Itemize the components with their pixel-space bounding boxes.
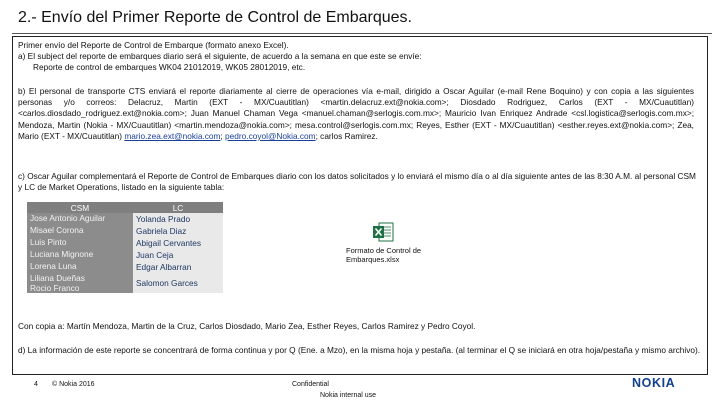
item-a-text: a) El subject del reporte de embarques diario será el siguiente, de acuerdo a la semana en que este se envíe: [18, 51, 422, 61]
lc-cell: Edgar Albarran [133, 261, 223, 273]
confidential-label: Confidential [292, 381, 329, 388]
excel-file-icon[interactable] [372, 222, 394, 242]
copy-to-text: Con copia a: Martín Mendoza, Martin de la Cruz, Carlos Diosdado, Mario Zea, Esther Reyes, Carlos Ramirez y Pedro Coyol. [18, 321, 476, 331]
item-d-text: d) La información de este reporte se concentrará de forma continua y por Q (Ene. a Mzo), en la misma hoja y pestaña. (al terminar el Q se iniciará en otra hoja/pestaña y mismo archivo). [18, 345, 701, 355]
item-b-intro: b) El personal de transporte CTS enviará el reporte diariamente al cierre de operaciones vía e-mail, dirigido a Oscar Aguilar (e-mail Rene Boquino) y con copia a las siguientes personas y/o correos: [18, 86, 694, 108]
csm-name: Rocio Franco [30, 283, 80, 293]
csm-name: Liliana Dueñas [30, 273, 85, 283]
contacts-table [27, 202, 223, 293]
copyright-text: © Nokia 2016 [52, 381, 95, 388]
csm-cell: Misael Corona [27, 225, 133, 237]
table-header-csm: CSM [27, 202, 133, 213]
lc-cell: Salomon Garces [133, 273, 223, 293]
lc-cell: Yolanda Prado [133, 213, 223, 225]
csm-cell: Jose Antonio Aguilar [27, 213, 133, 225]
csm-cell: Luciana Mignone [27, 249, 133, 261]
intro-text: Primer envío del Reporte de Control de Embarque (formato anexo Excel). [18, 40, 289, 50]
item-b-text [18, 86, 694, 142]
csm-cell: Lorena Luna [27, 261, 133, 273]
csm-cell [27, 273, 133, 293]
lc-cell: Gabriela Diaz [133, 225, 223, 237]
item-c-text: c) Oscar Aguilar complementará el Reporte de Control de Embarques diario con los datos solicitados y lo enviará el mismo día o al día siguiente antes de las 8:30 A.M. al personal CSM y LC de Market Operations, listado en la siguiente tabla: [18, 171, 696, 193]
item-a-subject-example: Reporte de control de embarques WK04 21012019, WK05 28012019, etc. [33, 62, 306, 72]
page-number: 4 [34, 381, 38, 388]
email-separator: ; [220, 130, 223, 141]
attachment-caption[interactable]: Formato de Control de Embarques.xlsx [346, 246, 422, 264]
email-link-mario-zea[interactable]: mario.zea.ext@nokia.com [124, 130, 221, 141]
lc-cell: Abigail Cervantes [133, 237, 223, 249]
email-link-pedro-coyol[interactable]: pedro.coyol@Nokia.com [225, 130, 316, 141]
table-header-lc: LC [133, 202, 223, 213]
item-b-recipients: Delacruz, Martin (EXT - MX/Cuautitlan) <martin.delacruz.ext@nokia.com>; Diosdado Rodriguez, Carlos (EXT - MX/Cuautitlan) <carlos.diosdado_rodriguez.ext@nokia.com>; Juan Manuel Chaman Vega <manuel.chaman@serlogis.com.mx>; Mauricio Ivan Enriquez Andrade <csl.logistica@serlogis.com.mx>; Mendoza, Martin (Nokia - MX/Cuautitlan) <martin.mendoza@nokia.com>; mesa.control@serlogis.com.mx; Reyes, Esther (EXT - MX/Cuautitlan) <esther.reyes.ext@nokia.com>; Zea, Mario (EXT - MX/Cuautitlan) [18, 97, 695, 141]
nokia-logo: NOKIA [632, 376, 676, 390]
csm-cell: Luis Pinto [27, 237, 133, 249]
item-b-tail: ; carlos Ramirez. [315, 130, 378, 141]
page-title: 2.- Envío del Primer Reporte de Control de Embarques. [18, 9, 412, 26]
lc-cell: Juan Ceja [133, 249, 223, 261]
internal-use-label: Nokia internal use [320, 392, 377, 399]
title-underline [12, 33, 712, 34]
